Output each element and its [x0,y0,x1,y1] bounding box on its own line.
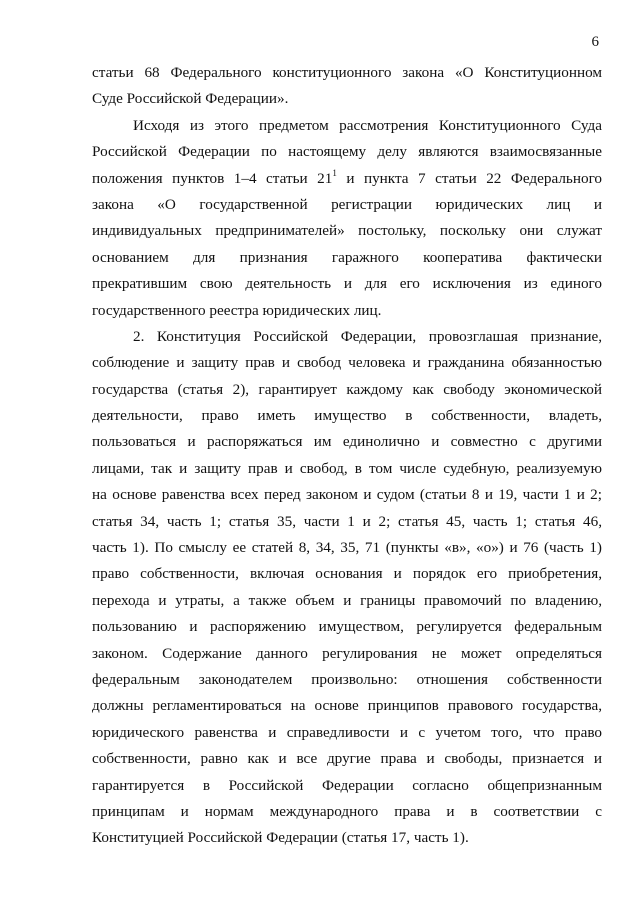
text-line: перехода и утраты, а также объем и границы правомочий по владению, [92,591,602,609]
text-line: деятельности, право иметь имущество в собственности, владеть, [92,407,602,425]
text-line: государственного реестра юридических лиц. [92,301,382,319]
text-line: статьи 68 Федерального конституционного закона «О Конституционном [92,64,602,81]
text-fragment: положения пунктов 1–4 статьи 21 [92,169,333,187]
text-line: законом. Содержание данного регулирования не может определяться [92,644,602,662]
text-line: гарантируется в Российской Федерации согласно общепризнанным [92,776,602,794]
text-line: на основе равенства всех перед законом и судом (статьи 8 и 19, части 1 и 2; [92,486,602,504]
text-line: государства (статья 2), гарантирует каждому как свободу экономической [92,380,602,398]
text-line: индивидуальных предпринимателей» постольку, поскольку они служат [92,222,602,240]
text-line: соблюдение и защиту прав и свобод человека и гражданина обязанностью [92,354,602,372]
text-line: закона «О государственной регистрации юридических лиц и [92,195,602,213]
text-line: Российской Федерации по настоящему делу являются взаимосвязанные [92,143,602,161]
body-text [92,60,602,852]
text-line: прекратившим свою деятельность и для его исключения из единого [92,275,602,293]
text-line: Суде Российской Федерации». [92,90,289,108]
text-line-with-superscript [92,166,602,192]
text-line: должны регламентироваться на основе принципов правового государства, [92,697,602,715]
text-line: основанием для признания гаражного кооператива фактически [92,248,602,266]
text-line: право собственности, включая основания и порядок его приобретения, [92,565,602,583]
text-line: Конституцией Российской Федерации (статья 17, часть 1). [92,829,469,847]
paragraph [92,113,602,324]
text-line: лицами, так и защиту прав и свобод, в том числе судебную, реализуемую [92,459,602,477]
paragraph [92,60,602,113]
text-line: часть 1). По смыслу ее статей 8, 34, 35, 71 (пункты «в», «о») и 76 (часть 1) [92,539,602,557]
text-line: Исходя из этого предметом рассмотрения Конституционного Суда [133,116,602,134]
text-line: принципам и нормам международного права и в соответствии с [92,802,602,820]
text-line: собственности, равно как и все другие права и свободы, признается и [92,750,602,768]
paragraph [92,324,602,852]
text-line: пользованию и распоряжению имуществом, регулируется федеральным [92,618,602,636]
text-line: статья 34, часть 1; статья 35, части 1 и 2; статья 45, часть 1; статья 46, [92,512,602,530]
page-number: 6 [591,34,599,50]
text-line: юридического равенства и справедливости и с учетом того, что право [92,723,602,741]
text-line: 2. Конституция Российской Федерации, провозглашая признание, [133,327,602,345]
superscript: 1 [332,167,337,178]
text-line: пользоваться и распоряжаться им единолично и совместно с другими [92,433,602,451]
text-fragment: и пункта 7 статьи 22 Федерального [336,169,603,187]
text-line: федеральным законодателем произвольно: отношения собственности [92,670,602,688]
